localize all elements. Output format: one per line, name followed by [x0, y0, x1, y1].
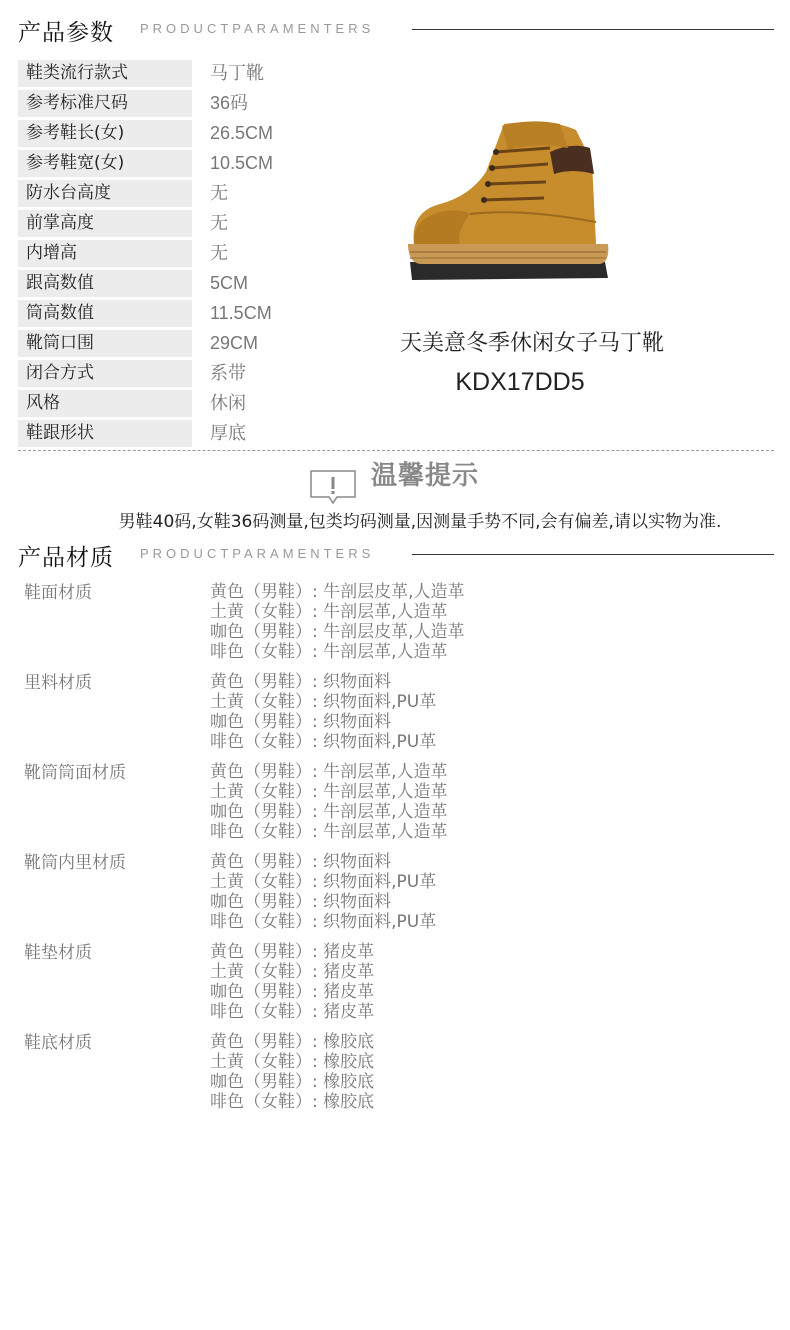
- param-row: [18, 120, 408, 150]
- material-line: 土黄（女鞋）: 牛剖层革,人造革: [210, 602, 448, 622]
- param-row: [18, 150, 408, 180]
- material-group: [24, 582, 744, 672]
- param-key: 参考标准尺码: [18, 90, 192, 117]
- product-name: 天美意冬季休闲女子马丁靴: [400, 331, 665, 356]
- param-key: 参考鞋宽(女): [18, 150, 192, 177]
- material-line: 咖色（男鞋）: 织物面料: [210, 712, 392, 732]
- material-line: 咖色（男鞋）: 织物面料: [210, 892, 392, 912]
- param-row: [18, 390, 408, 420]
- param-value: 无: [210, 213, 228, 233]
- param-value: 5CM: [210, 273, 249, 293]
- dashed-divider: [18, 450, 774, 451]
- material-line: 黄色（男鞋）: 织物面料: [210, 672, 392, 692]
- material-line: 咖色（男鞋）: 猪皮革: [210, 982, 375, 1002]
- material-group: [24, 942, 744, 1032]
- param-row: [18, 270, 408, 300]
- material-group: [24, 1032, 744, 1122]
- param-key: 前掌高度: [18, 210, 192, 237]
- param-row: [18, 90, 408, 120]
- material-key: 靴筒筒面材质: [24, 763, 126, 783]
- product-code: KDX17DD5: [455, 368, 585, 396]
- param-value: 无: [210, 183, 228, 203]
- param-key: 筒高数值: [18, 300, 192, 327]
- param-row: [18, 330, 408, 360]
- param-value: 36码: [210, 93, 249, 113]
- material-group: [24, 762, 744, 852]
- param-key: 防水台高度: [18, 180, 192, 207]
- materials-section-subtitle: PRODUCTPARAMENTERS: [140, 546, 375, 561]
- material-key: 鞋垫材质: [24, 943, 92, 963]
- param-key: 参考鞋长(女): [18, 120, 192, 147]
- material-line: 咖色（男鞋）: 牛剖层革,人造革: [210, 802, 448, 822]
- material-line: 土黄（女鞋）: 猪皮革: [210, 962, 375, 982]
- material-key: 靴筒内里材质: [24, 853, 126, 873]
- material-line: 黄色（男鞋）: 织物面料: [210, 852, 392, 872]
- material-line: 土黄（女鞋）: 橡胶底: [210, 1052, 375, 1072]
- param-row: [18, 60, 408, 90]
- material-key: 鞋面材质: [24, 583, 92, 603]
- param-key: 跟高数值: [18, 270, 192, 297]
- param-key: 闭合方式: [18, 360, 192, 387]
- param-row: [18, 180, 408, 210]
- param-row: [18, 210, 408, 240]
- material-line: 黄色（男鞋）: 橡胶底: [210, 1032, 375, 1052]
- material-line: 啡色（女鞋）: 织物面料,PU革: [210, 732, 437, 752]
- material-line: 咖色（男鞋）: 牛剖层皮革,人造革: [210, 622, 465, 642]
- materials-section-header: [18, 533, 774, 573]
- material-line: 啡色（女鞋）: 猪皮革: [210, 1002, 375, 1022]
- params-table: [18, 60, 408, 450]
- material-line: 啡色（女鞋）: 牛剖层革,人造革: [210, 642, 448, 662]
- param-row: [18, 300, 408, 330]
- params-section-subtitle: PRODUCTPARAMENTERS: [140, 21, 375, 36]
- material-group: [24, 852, 744, 942]
- param-value: 休闲: [210, 393, 246, 413]
- params-section-header: [18, 8, 774, 48]
- material-line: 啡色（女鞋）: 织物面料,PU革: [210, 912, 437, 932]
- material-line: 土黄（女鞋）: 牛剖层革,人造革: [210, 782, 448, 802]
- material-line: 黄色（男鞋）: 猪皮革: [210, 942, 375, 962]
- param-value: 马丁靴: [210, 63, 264, 83]
- material-line: 黄色（男鞋）: 牛剖层皮革,人造革: [210, 582, 465, 602]
- param-row: [18, 360, 408, 390]
- param-value: 厚底: [210, 423, 246, 443]
- params-section-rule: [412, 29, 774, 30]
- material-group: [24, 672, 744, 762]
- materials-section-rule: [412, 554, 774, 555]
- param-row: [18, 240, 408, 270]
- material-key: 鞋底材质: [24, 1033, 92, 1053]
- material-line: 黄色（男鞋）: 牛剖层革,人造革: [210, 762, 448, 782]
- materials-list: [24, 582, 744, 1122]
- param-value: 10.5CM: [210, 153, 274, 173]
- param-key: 鞋类流行款式: [18, 60, 192, 87]
- boot-image: [400, 112, 620, 292]
- materials-section-title: 产品材质: [18, 545, 114, 571]
- param-value: 11.5CM: [210, 303, 272, 323]
- material-line: 啡色（女鞋）: 牛剖层革,人造革: [210, 822, 448, 842]
- param-key: 风格: [18, 390, 192, 417]
- material-line: 咖色（男鞋）: 橡胶底: [210, 1072, 375, 1092]
- tip-title: 温馨提示: [371, 461, 480, 491]
- material-line: 土黄（女鞋）: 织物面料,PU革: [210, 872, 437, 892]
- param-value: 29CM: [210, 333, 259, 353]
- exclamation-icon: [309, 469, 357, 507]
- param-key: 鞋跟形状: [18, 420, 192, 447]
- param-key: 内增高: [18, 240, 192, 267]
- material-line: 啡色（女鞋）: 橡胶底: [210, 1092, 375, 1112]
- material-line: 土黄（女鞋）: 织物面料,PU革: [210, 692, 437, 712]
- tip-text: 男鞋40码,女鞋36码测量,包类均码测量,因测量手势不同,会有偏差,请以实物为准.: [118, 512, 722, 532]
- material-key: 里料材质: [24, 673, 92, 693]
- param-row: [18, 420, 408, 450]
- param-key: 靴筒口围: [18, 330, 192, 357]
- param-value: 系带: [210, 363, 246, 383]
- param-value: 26.5CM: [210, 123, 274, 143]
- param-value: 无: [210, 243, 228, 263]
- params-section-title: 产品参数: [18, 20, 114, 46]
